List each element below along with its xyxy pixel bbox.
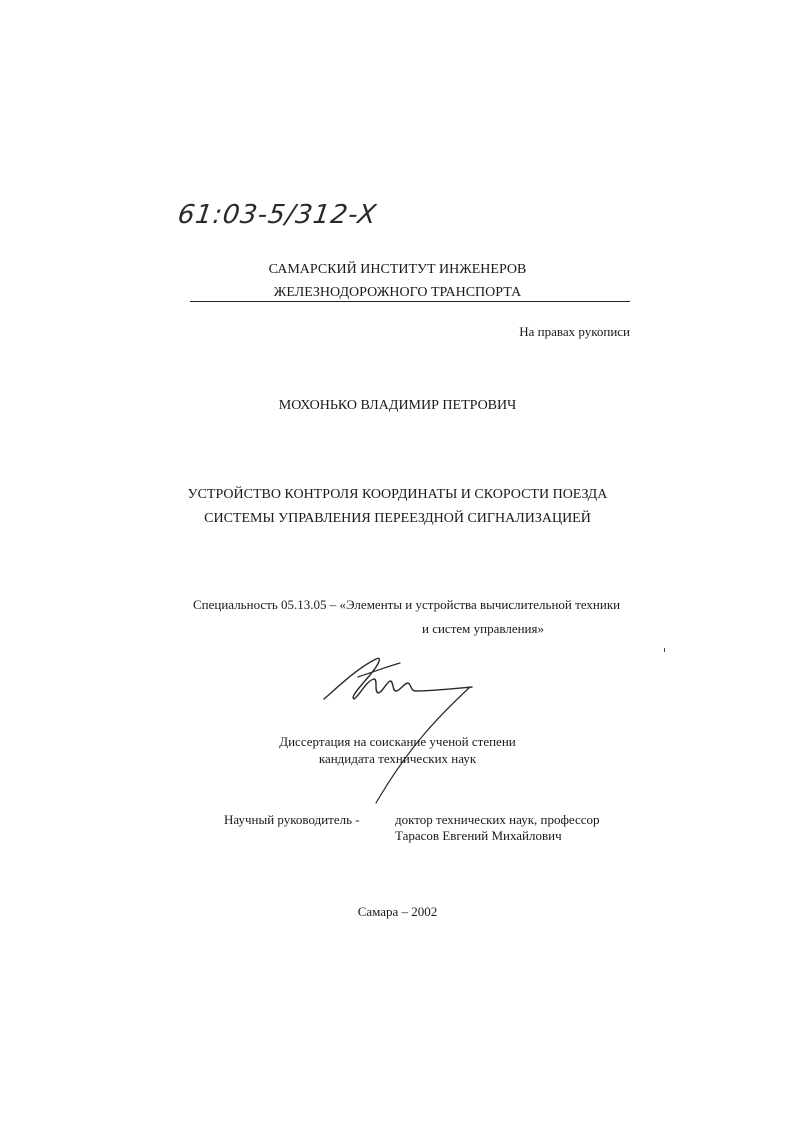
supervisor-label: Научный руководитель -	[224, 812, 360, 827]
city-and-year: Самара – 2002	[357, 904, 438, 919]
specialty-line1: Специальность 05.13.05 – «Элементы и устройства вычислительной техники	[193, 597, 621, 612]
dissertation-degree-line1: Диссертация на соискание ученой степени	[279, 734, 516, 749]
dissertation-degree-line2: кандидата технических наук	[318, 751, 477, 766]
author-name: МОХОНЬКО ВЛАДИМИР ПЕТРОВИЧ	[278, 398, 517, 413]
author-signature	[310, 645, 500, 810]
handwritten-archive-code: 61:03-5/312-X	[175, 200, 379, 230]
institution-name-line1: САМАРСКИЙ ИНСТИТУТ ИНЖЕНЕРОВ	[268, 262, 527, 277]
dissertation-title-line2: СИСТЕМЫ УПРАВЛЕНИЯ ПЕРЕЕЗДНОЙ СИГНАЛИЗАЦИЕЙ	[204, 511, 591, 526]
supervisor-degree: доктор технических наук, профессор	[395, 812, 600, 827]
scan-speck	[664, 648, 665, 652]
supervisor-name: Тарасов Евгений Михайлович	[395, 828, 562, 843]
institution-underline	[190, 301, 630, 302]
specialty-line2: и систем управления»	[422, 621, 544, 636]
manuscript-rights-note: На правах рукописи	[519, 324, 630, 339]
institution-name-line2: ЖЕЛЕЗНОДОРОЖНОГО ТРАНСПОРТА	[273, 285, 522, 300]
dissertation-title-line1: УСТРОЙСТВО КОНТРОЛЯ КООРДИНАТЫ И СКОРОСТИ ПОЕЗДА	[187, 487, 608, 502]
